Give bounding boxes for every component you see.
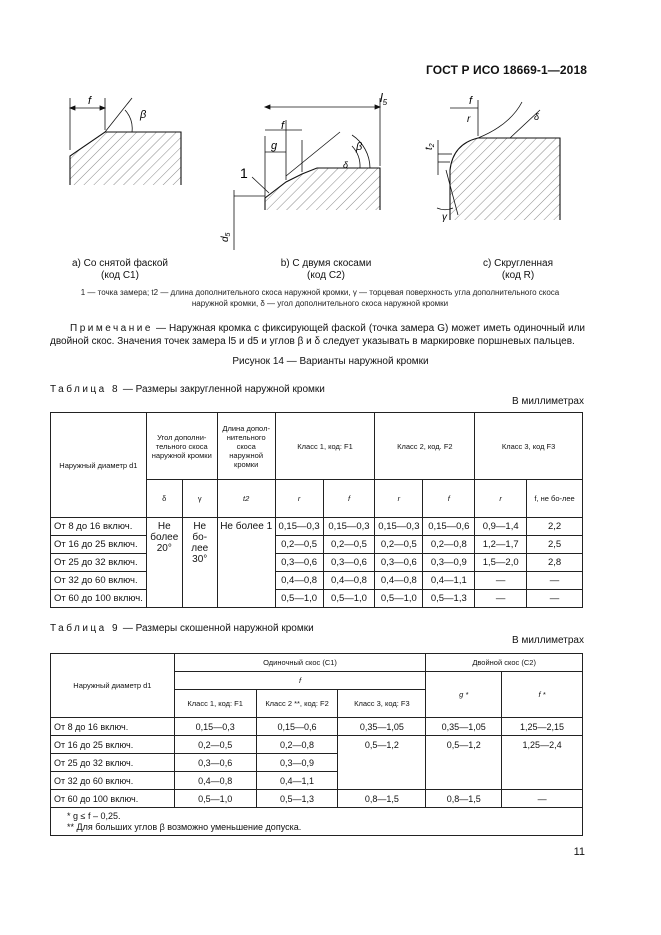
- figure-edge-variants: [40, 80, 610, 260]
- table9: [50, 653, 583, 836]
- t8-head-class1: Класс 1, код: F1: [275, 413, 375, 480]
- label-f-a: f: [88, 95, 92, 107]
- figure-title: Рисунок 14 — Варианты наружной кромки: [232, 356, 429, 367]
- t8-head-angle: Угол дополни-тельного скоса наружной кромки: [146, 413, 217, 480]
- t8-head-fmax: f, не бо-лее: [527, 480, 583, 518]
- t8-head-length: Длина допол-нительного скоса наружной кромки: [217, 413, 275, 480]
- label-point-1: 1: [240, 165, 248, 181]
- t9-g-bot: 0,8—1,5: [426, 790, 502, 808]
- t9-head-g: g *: [426, 672, 502, 718]
- t9-g-top: 0,35—1,05: [426, 718, 502, 736]
- t9-head-class1: Класс 1, код: F1: [174, 690, 256, 718]
- t8-head-class2: Класс 2, код. F2: [375, 413, 475, 480]
- t8-head-class3: Класс 3, код F3: [475, 413, 583, 480]
- t9-c3-bot: 0,8—1,5: [338, 790, 426, 808]
- table-row: От 25 до 32 включ. 0,3—0,6 0,3—0,6 0,3—0,6 0,3—0,9 1,5—2,0 2,8: [51, 554, 583, 572]
- t8-merged-delta: Не более 20°: [146, 518, 182, 608]
- label-f-b: f: [281, 120, 285, 132]
- table8-title: Таблица 8 — Размеры закругленной наружной кромки: [50, 384, 325, 395]
- t9-c3-top: 0,35—1,05: [338, 718, 426, 736]
- figure-note: Примечание — Наружная кромка с фиксирующей фаской (точка замера G) может иметь одиночный или двойной скос. Значения точек замера l5 и d5 и углов β и δ следует указывать в маркировке поршневых пальцев.: [50, 323, 585, 347]
- label-delta-b: δ: [343, 160, 349, 170]
- table9-title: Таблица 9 — Размеры скошенной наружной кромки: [50, 623, 314, 634]
- document-code: ГОСТ Р ИСО 18669-1—2018: [425, 63, 587, 77]
- table8: [50, 412, 583, 608]
- t9-f-top: 1,25—2,15: [502, 718, 583, 736]
- table-row: От 8 до 16 включ. 0,15—0,3 0,15—0,6 0,35—1,05 0,35—1,05 1,25—2,15: [51, 718, 583, 736]
- t9-c3-mid: 0,5—1,2: [338, 736, 426, 790]
- table9-units: В миллиметрах: [512, 635, 584, 646]
- t9-g-mid: 0,5—1,2: [426, 736, 502, 790]
- t9-head-single: Одиночный скос (C1): [174, 654, 426, 672]
- figure-legend: 1 — точка замера; t2 — длина дополнительного скоса наружной кромки, γ — торцевая поверхность угла дополнительного скоса наружной кромки, δ — угол дополнительного скоса наружной кромки: [80, 288, 560, 308]
- label-delta-c: δ: [534, 112, 540, 122]
- t8-head-r2: r: [375, 480, 423, 518]
- t9-head-class3: Класс 3, код: F3: [338, 690, 426, 718]
- page-number: 11: [573, 846, 585, 858]
- label-beta-b: β: [356, 141, 363, 153]
- t9-head-double: Двойной скос (C2): [426, 654, 583, 672]
- caption-c: c) Скругленная (код R): [483, 258, 553, 281]
- table-row: От 8 до 16 включ. Не более 20° Не бо-лее 30° Не более 1 0,15—0,3 0,15—0,3 0,15—0,3 0,15—0,6 0,9—1,4 2,2: [51, 518, 583, 536]
- t8-head-f2: f: [423, 480, 475, 518]
- t8-head-r3: r: [475, 480, 527, 518]
- table-row: От 32 до 60 включ. 0,4—0,8 0,4—0,8 0,4—0,8 0,4—1,1 — —: [51, 572, 583, 590]
- t8-merged-gamma: Не бо-лее 30°: [182, 518, 217, 608]
- t8-head-gamma: γ: [182, 480, 217, 518]
- table-row: От 16 до 25 включ. 0,2—0,5 0,2—0,5 0,2—0,5 0,2—0,8 1,2—1,7 2,5: [51, 536, 583, 554]
- t9-head-diameter: Наружный диаметр d1: [51, 654, 175, 718]
- t8-head-diameter: Наружный диаметр d1: [51, 413, 147, 518]
- caption-b: b) С двумя скосами (код C2): [280, 258, 372, 281]
- label-f-c: f: [469, 95, 473, 107]
- label-t2: $t_2$: [424, 143, 436, 150]
- t8-head-r1: r: [275, 480, 323, 518]
- t9-head-f: f: [174, 672, 426, 690]
- table-row: От 60 до 100 включ. 0,5—1,0 0,5—1,3 0,8—1,5 0,8—1,5 —: [51, 790, 583, 808]
- t9-f-mid: 1,25—2,4: [502, 736, 583, 790]
- t9-head-class2: Класс 2 **, код: F2: [256, 690, 338, 718]
- label-beta-a: β: [140, 109, 147, 121]
- table-row: От 16 до 25 включ. 0,2—0,5 0,2—0,8 0,5—1,2 0,5—1,2 1,25—2,4: [51, 736, 583, 754]
- t9-footnotes: * g ≤ f – 0,25. ** Для больших углов β возможно уменьшение допуска.: [51, 808, 583, 836]
- t9-head-fstar: f *: [502, 672, 583, 718]
- table-row: От 32 до 60 включ. 0,4—0,8 0,4—1,1: [51, 772, 583, 790]
- label-d5: $d_5$: [220, 232, 232, 242]
- caption-a: a) Со снятой фаской (код C1): [72, 258, 168, 281]
- t8-head-f1: f: [323, 480, 375, 518]
- label-g-b: g: [271, 140, 278, 152]
- label-r-c: r: [467, 114, 471, 125]
- label-gamma-c: γ: [442, 212, 447, 223]
- table-row: От 60 до 100 включ. 0,5—1,0 0,5—1,0 0,5—1,0 0,5—1,3 — —: [51, 590, 583, 608]
- table8-units: В миллиметрах: [512, 396, 584, 407]
- table-row: От 25 до 32 включ. 0,3—0,6 0,3—0,9: [51, 754, 583, 772]
- label-l5: $l_5$: [380, 91, 388, 107]
- t8-head-delta: δ: [146, 480, 182, 518]
- t8-merged-t2: Не более 1: [217, 518, 275, 608]
- t9-f-bot: —: [502, 790, 583, 808]
- t8-head-t2: t2: [217, 480, 275, 518]
